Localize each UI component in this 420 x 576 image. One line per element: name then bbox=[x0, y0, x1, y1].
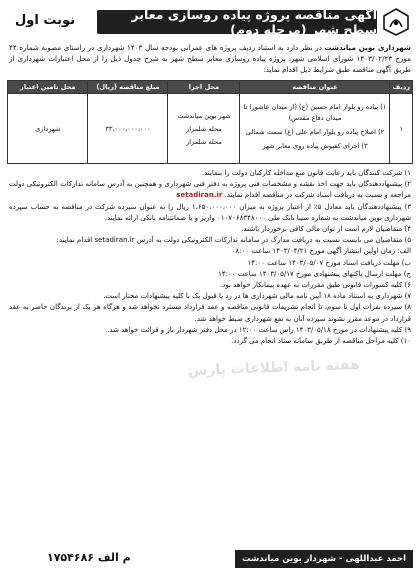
condition-item: ج) مهلت ارسال پاکتهای پیشنهادی مورخ ۱۴۰۳/۰۵/۱۷ ساعت ۱۴:۰۰ bbox=[218, 269, 411, 278]
condition-item: ۶) کلیه کسورات قانونی طبق مقررات به عهده پیمانکار خواهد بود. bbox=[220, 281, 411, 290]
intro-paragraph bbox=[7, 42, 413, 75]
condition-item: ب) مهلت دریافت اسناد مورخ ۱۴۰۳/۰۵/۰۷ ساعت ۱۴:۰۰ bbox=[247, 258, 411, 267]
conditions-list bbox=[7, 168, 413, 347]
title-item: ۱) پیاده رو بلوار امام حسین (ع) (از میدان عاشورا تا میدان دفاع مقدس) bbox=[243, 103, 387, 122]
condition-item bbox=[9, 179, 411, 201]
notice-title: آگهی مناقصه پروژه پیاده روسازی معابر سطح شهر (مرحله دوم) bbox=[97, 10, 377, 34]
place-item: شهر بوین میاندشت bbox=[177, 111, 231, 120]
footer bbox=[7, 550, 413, 568]
row-amount: ۳۳،۰۰۰،۰۰۰،۰۰۰ bbox=[88, 94, 168, 164]
table-row bbox=[8, 94, 413, 164]
col-amount: مبلغ مناقصه (ریال) bbox=[88, 81, 168, 94]
place-item: محله شلمزار bbox=[186, 137, 222, 146]
row-place bbox=[168, 94, 240, 164]
title-item: ۲) اصلاح پیاده رو بلوار امام علی (ع) سمت شمالی bbox=[245, 128, 385, 136]
intro-text: در نظر دارد به استناد ردیف پروژه های عمرانی بودجه سال ۱۴۰۳ شهرداری در راستای مصوبه شماره ۴۴ مورخ ۱۴۰۳/۰۲/۲۳ شورای اسلامی شهر، پروژه پیاده روسازی معابر سطح شهر به شرح جدول ذیل را از محل اعتبارات شهرداری از طریق آگهی مناقصه طبق شرایط ذیل اقدام نماید: bbox=[9, 43, 411, 74]
col-place: محل اجرا bbox=[168, 81, 240, 94]
title-item: ۳) اجرای کفپوش پیاده روی معابر شهر bbox=[262, 142, 368, 150]
notice-code: م الف ۱۷۵۴۶۸۶ bbox=[47, 551, 131, 564]
place-item: محله شلمزار bbox=[186, 124, 222, 133]
col-funding: محل تامین اعتبار bbox=[8, 81, 88, 94]
col-index: ردیف bbox=[390, 81, 413, 94]
condition-text: ۲) پیشنهاددهندگان باید جهت اخذ نقشه و مشخصات فنی پروژه به دفتر فنی شهرداری و همچنین به آدرس سامانه تدارکات الکترونیکی دولت مراجعه و نسبت به دریافت اسناد شرکت در مناقصه اقدام نمایند. bbox=[9, 180, 411, 200]
col-title: عنوان مناقصه bbox=[240, 81, 390, 94]
condition-item: ۸) سپرده نفرات اول تا سوم، تا انجام تشریفات قانونی مناقصه و عقد قرارداد مسترد نخواهد شد و هرگاه هر یک از برندگان حاضر به عقد قرارداد در موعد مقرر نشوند سپرده آنان به نفع شهرداری ضبط خواهد شد. bbox=[9, 303, 411, 323]
turn-label: نوبت اول bbox=[15, 13, 76, 28]
condition-item: ۹) کلیه پیشنهادات در مورخ ۱۴۰۳/۰۵/۱۸ راس ساعت ۱۲:۰۰ در محل دفتر شهردار باز و قرائت خواهد شد. bbox=[107, 325, 411, 334]
watermark: هفته نامه اطلاعات پارس bbox=[188, 357, 361, 379]
table-header-row bbox=[8, 81, 413, 94]
condition-item: ۱) شرکت کنندگان باید رعایت قانون منع مداخله کارکنان دولت را بنمایند. bbox=[201, 169, 411, 177]
intro-org: شهرداری بوین میاندشت bbox=[324, 43, 411, 52]
municipality-logo-icon bbox=[381, 7, 411, 37]
tender-table bbox=[7, 80, 413, 164]
row-funding: شهرداری bbox=[8, 94, 88, 164]
condition-item: ۱۰) کلیه مراحل مناقصه از طریق سامانه ستاد انجام می گردد. bbox=[231, 337, 411, 346]
condition-item: ۷) شهرداری به استناد ماده ۱۸ آیین نامه مالی شهرداری ها در رد یا قبول یک یا کلیه پیشنهادات مختار است. bbox=[103, 292, 411, 301]
condition-item: ۵) متقاضیان می بایست نسبت به دریافت مدارک در سامانه تدارکات الکترونیکی دولت به آدرس setadiran.ir اقدام نمایند: bbox=[56, 236, 411, 245]
website-link[interactable]: setadiran.ir bbox=[176, 191, 223, 200]
row-title bbox=[240, 94, 390, 164]
header bbox=[7, 6, 413, 38]
condition-item: الف: زمان اولین انتشار آگهی مورخ ۱۴۰۳/۰۴/۲۱ ساعت ۰۸:۰۰ bbox=[231, 247, 411, 256]
row-index: ۱ bbox=[390, 94, 413, 164]
condition-item: ۴) متقاضیان لازم است از توان مالی کافی برخوردار باشند. bbox=[241, 225, 411, 234]
signature: احمد عبداللهی - شهردار بوین میاندشت bbox=[235, 550, 413, 568]
condition-item: ۳) پیشنهاددهندگان باید معادل ۵٪ از اعتبار پروژه به میزان ۱،۶۵۰،۰۰۰،۰۰۰ ریال را به عنوان سپرده شرکت در مناقصه به حساب سپرده شهرداری بوین میاندشت به شماره سیبا بانک ملی ۰۱۰۷۰۶۸۳۴۸۰۰۰ واریز و یا ضمانتنامه بانکی ارائه نمایند. bbox=[9, 202, 411, 222]
